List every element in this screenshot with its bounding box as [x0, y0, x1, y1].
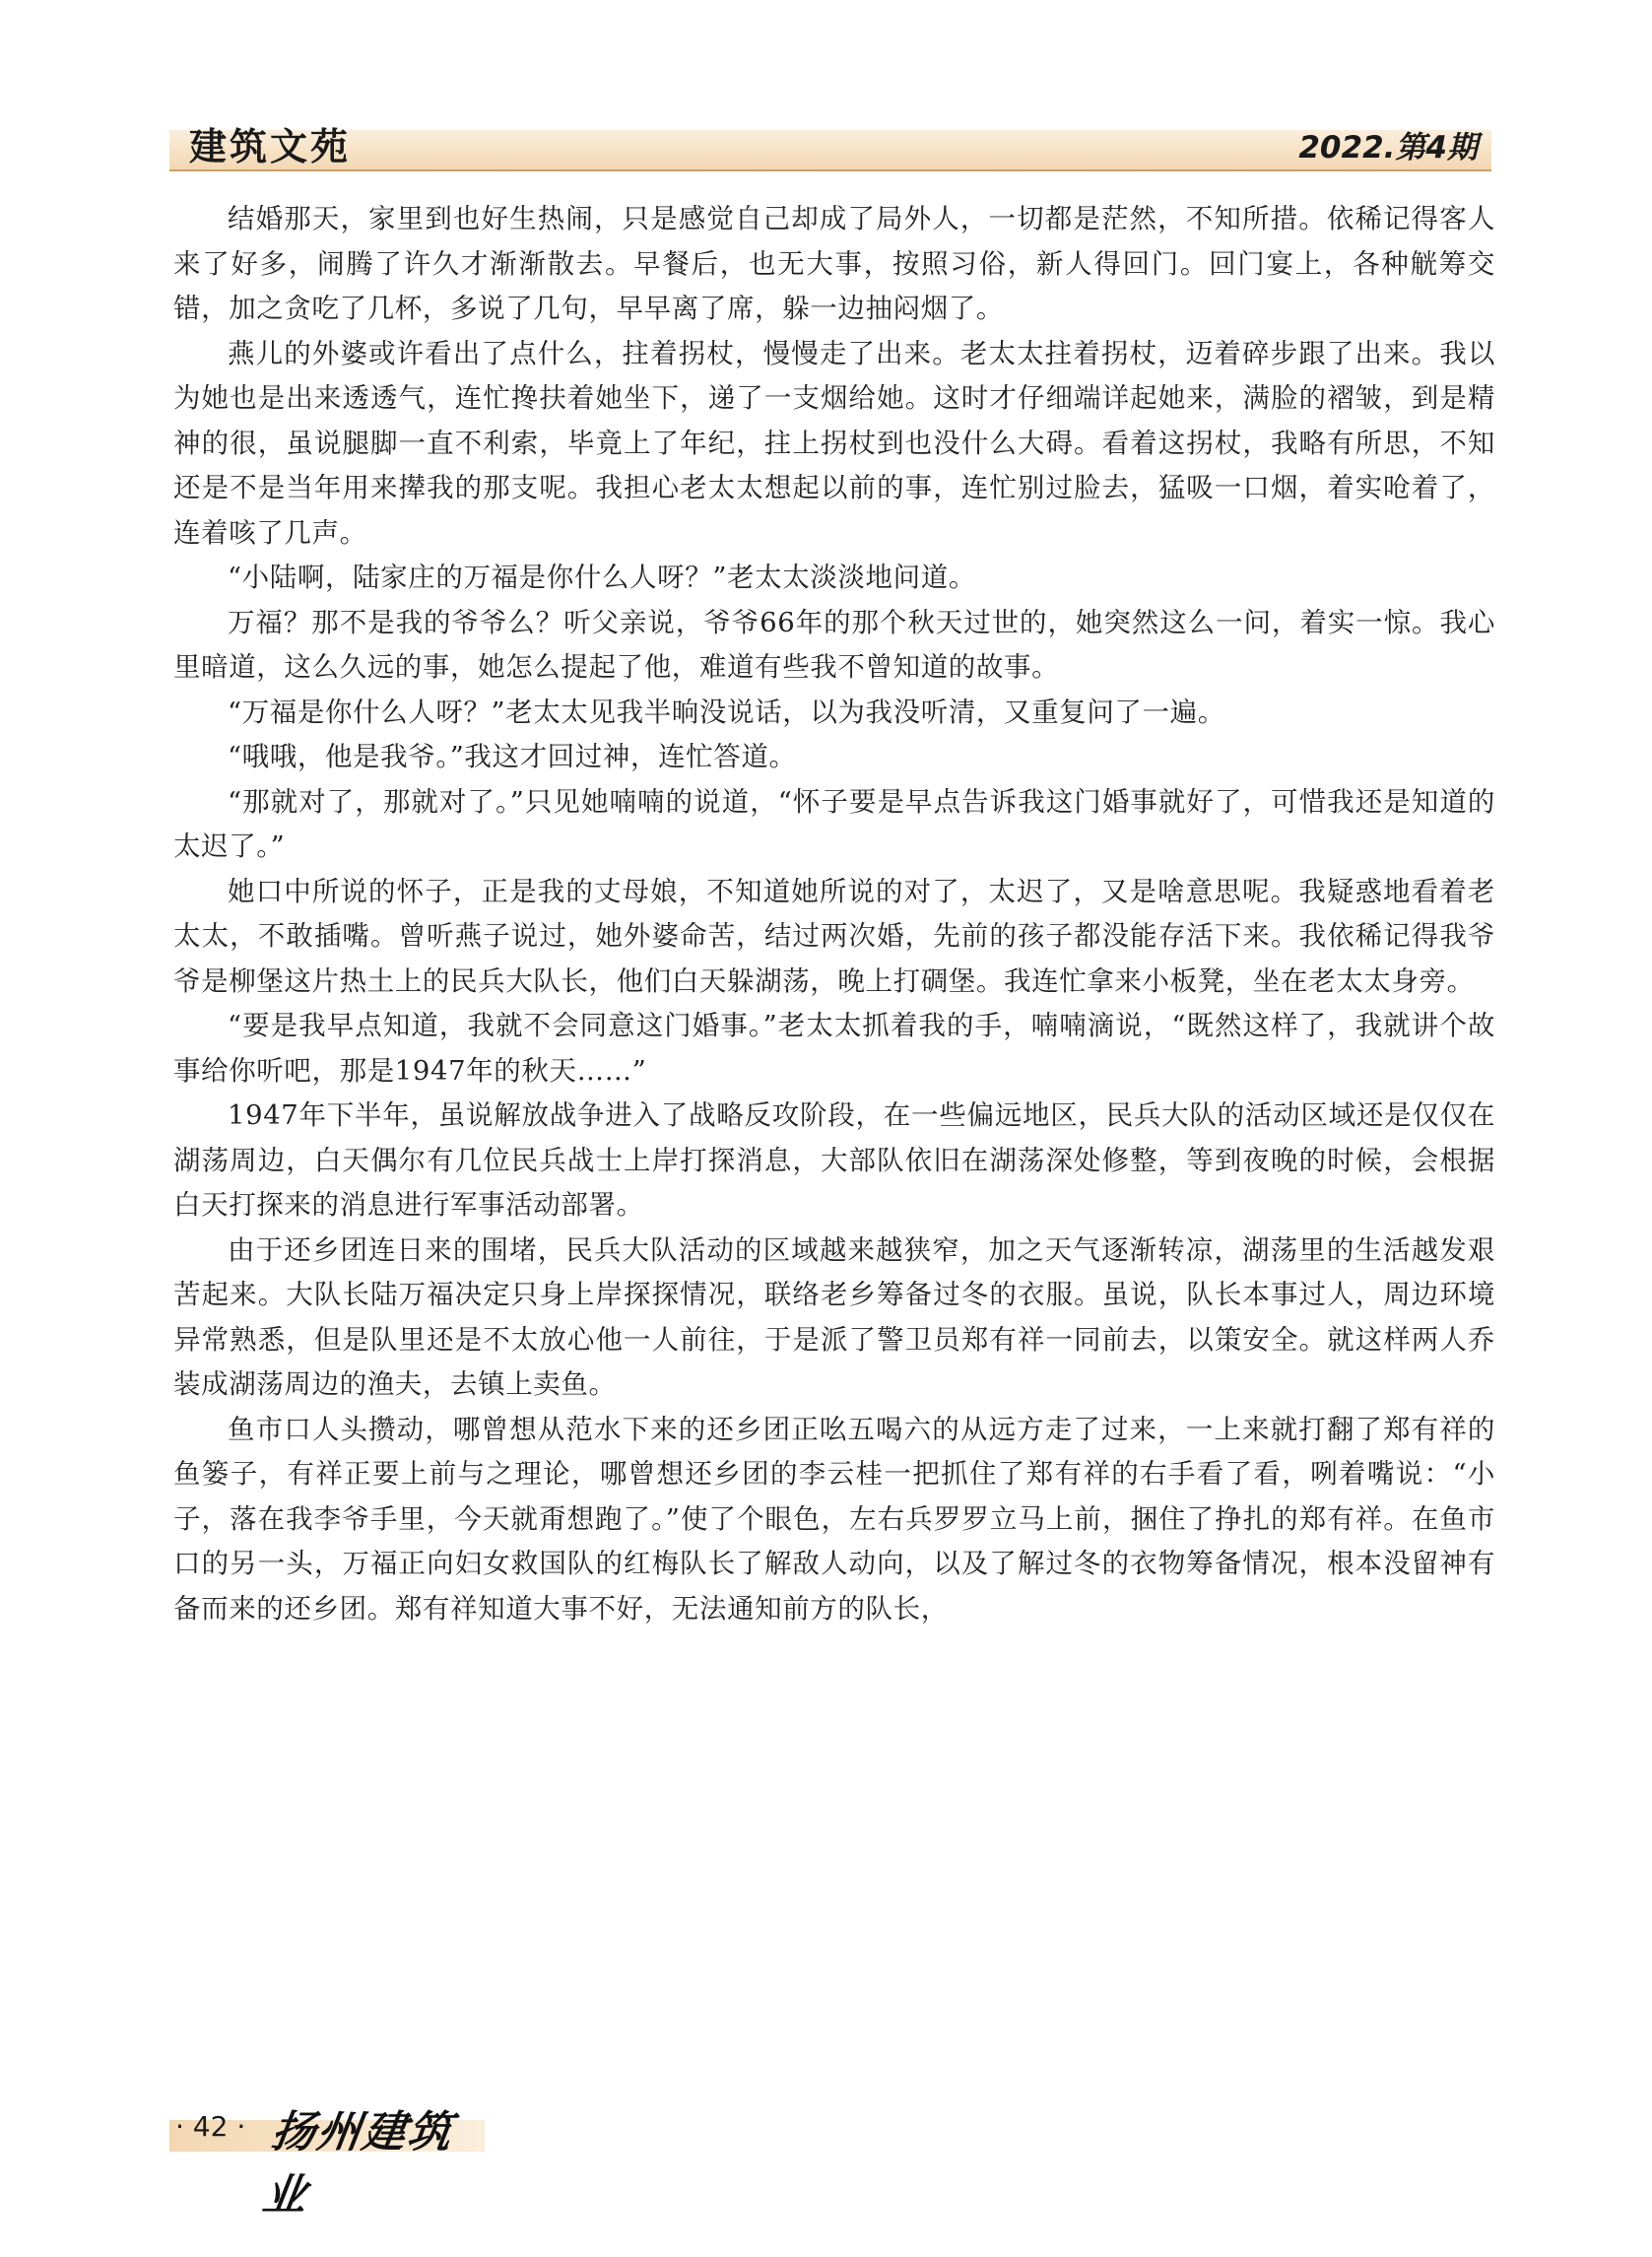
publication-logo: 扬州建筑业	[259, 2107, 457, 2221]
paragraph: 燕儿的外婆或许看出了点什么，拄着拐杖，慢慢走了出来。老太太拄着拐杖，迈着碎步跟了出来。我以为她也是出来透透气，连忙搀扶着她坐下，递了一支烟给她。这时才仔细端详起她来，满脸的褶皱，到是精神的很，虽说腿脚一直不利索，毕竟上了年纪，拄上拐杖到也没什么大碍。看着这拐杖，我略有所思，不知还是不是当年用来撵我的那支呢。我担心老太太想起以前的事，连忙别过脸去，猛吸一口烟，着实呛着了，连着咳了几声。	[173, 337, 1495, 549]
paragraph: “万福是你什么人呀？”老太太见我半晌没说话，以为我没听清，又重复问了一遍。	[228, 696, 1225, 728]
section-title: 建筑文苑	[189, 125, 352, 168]
issue-label: 2022.第4期	[1298, 130, 1478, 166]
paragraph: “哦哦，他是我爷。”我这才回过神，连忙答道。	[228, 741, 797, 772]
header-divider	[169, 169, 1491, 171]
article-body	[173, 197, 1495, 1631]
paragraph: “要是我早点知道，我就不会同意这门婚事。”老太太抓着我的手，喃喃滴说，“既然这样了，我就讲个故事给你听吧，那是1947年的秋天……”	[173, 1010, 1495, 1087]
paragraph: 1947年下半年，虽说解放战争进入了战略反攻阶段，在一些偏远地区，民兵大队的活动区域还是仅仅在湖荡周边，白天偶尔有几位民兵战士上岸打探消息，大部队依旧在湖荡深处修整，等到夜晚的时候，会根据白天打探来的消息进行军事活动部署。	[173, 1099, 1495, 1221]
paragraph: 结婚那天，家里到也好生热闹，只是感觉自己却成了局外人，一切都是茫然，不知所措。依稀记得客人来了好多，闹腾了许久才渐渐散去。早餐后，也无大事，按照习俗，新人得回门。回门宴上，各种觥筹交错，加之贪吃了几杯，多说了几句，早早离了席，躲一边抽闷烟了。	[173, 203, 1495, 324]
paragraph: 鱼市口人头攒动，哪曾想从范水下来的还乡团正吆五喝六的从远方走了过来，一上来就打翻了郑有祥的鱼篓子，有祥正要上前与之理论，哪曾想还乡团的李云桂一把抓住了郑有祥的右手看了看，咧着嘴说：“小子，落在我李爷手里，今天就甭想跑了。”使了个眼色，左右兵罗罗立马上前，捆住了挣扎的郑有祥。在鱼市口的另一头，万福正向妇女救国队的红梅队长了解敌人动向，以及了解过冬的衣物筹备情况，根本没留神有备而来的还乡团。郑有祥知道大事不好，无法通知前方的队长，	[173, 1413, 1495, 1625]
page-header	[169, 110, 1491, 171]
page-footer	[169, 2096, 485, 2221]
paragraph: 她口中所说的怀子，正是我的丈母娘，不知道她所说的对了，太迟了，又是啥意思呢。我疑惑地看着老太太，不敢插嘴。曾听燕子说过，她外婆命苦，结过两次婚，先前的孩子都没能存活下来。我依稀记得我爷爷是柳堡这片热土上的民兵大队长，他们白天躲湖荡，晚上打碉堡。我连忙拿来小板凳，坐在老太太身旁。	[173, 875, 1495, 997]
paragraph: 万福？那不是我的爷爷么？听父亲说，爷爷66年的那个秋天过世的，她突然这么一问，着实一惊。我心里暗道，这么久远的事，她怎么提起了他，难道有些我不曾知道的故事。	[173, 606, 1495, 683]
paragraph: 由于还乡团连日来的围堵，民兵大队活动的区域越来越狭窄，加之天气逐渐转凉，湖荡里的生活越发艰苦起来。大队长陆万福决定只身上岸探探情况，联络老乡筹备过冬的衣服。虽说，队长本事过人，周边环境异常熟悉，但是队里还是不太放心他一人前往，于是派了警卫员郑有祥一同前去，以策安全。就这样两人乔装成湖荡周边的渔夫，去镇上卖鱼。	[173, 1233, 1495, 1400]
paragraph: “那就对了，那就对了。”只见她喃喃的说道，“怀子要是早点告诉我这门婚事就好了，可惜我还是知道的太迟了。”	[173, 785, 1495, 862]
header-band	[169, 130, 1491, 169]
page-number: · 42 ·	[175, 2110, 246, 2143]
paragraph: “小陆啊，陆家庄的万福是你什么人呀？”老太太淡淡地问道。	[228, 562, 976, 593]
